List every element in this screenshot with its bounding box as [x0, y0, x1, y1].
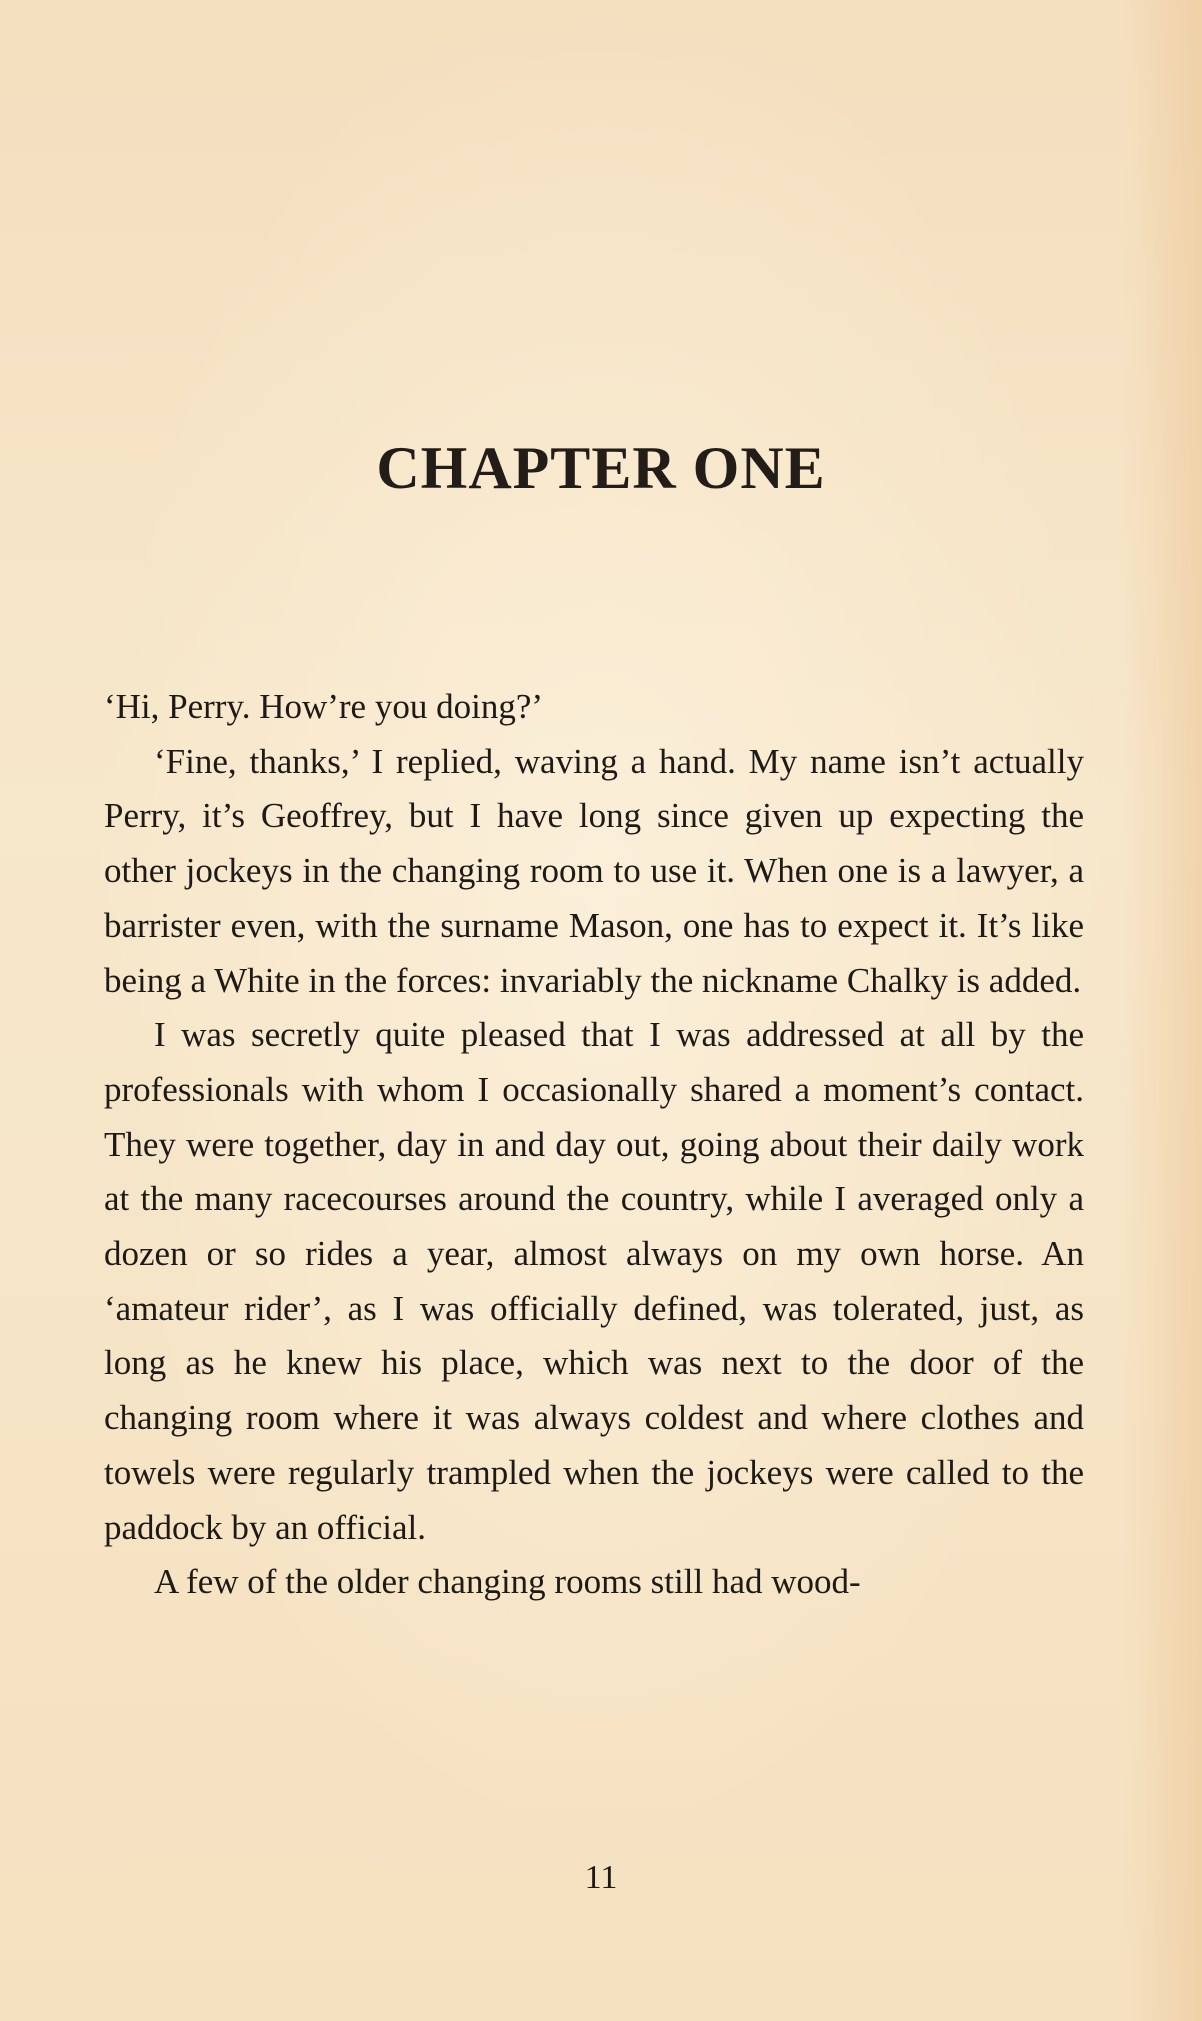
chapter-heading: CHAPTER ONE — [376, 435, 826, 502]
paragraph-4: A few of the older changing rooms still had wood- — [154, 1562, 861, 1602]
paragraph-3: I was secretly quite pleased that I was addressed at all by the professionals with whom I occasionally shared a moment’s contact. They were together, day in and day out, going about their daily work at the many racecourses around the country, while I averaged only a dozen or so rides a year, almost always on my own horse. An ‘amateur rider’, as I was officially defined, was tolerated, just, as long as he knew his place, which was next to the door of the changing room where it was always coldest and where clothes and towels were regularly trampled when the jockeys were called to the paddock by an official. — [104, 1015, 1084, 1547]
page-number: 11 — [584, 1859, 618, 1896]
paragraph-2: ‘Fine, thanks,’ I replied, waving a hand. My name isn’t actually Perry, it’s Geoffrey, but I have long since given up expecting the other jockeys in the changing room to use it. When one is a lawyer, a barrister even, with the surname Mason, one has to expect it. It’s like being a White in the forces: invariably the nickname Chalky is added. — [104, 741, 1084, 1000]
paragraph-1: ‘Hi, Perry. How’re you doing?’ — [104, 687, 544, 726]
body-text — [104, 680, 1084, 1610]
page-edge-shading — [1122, 0, 1202, 2021]
